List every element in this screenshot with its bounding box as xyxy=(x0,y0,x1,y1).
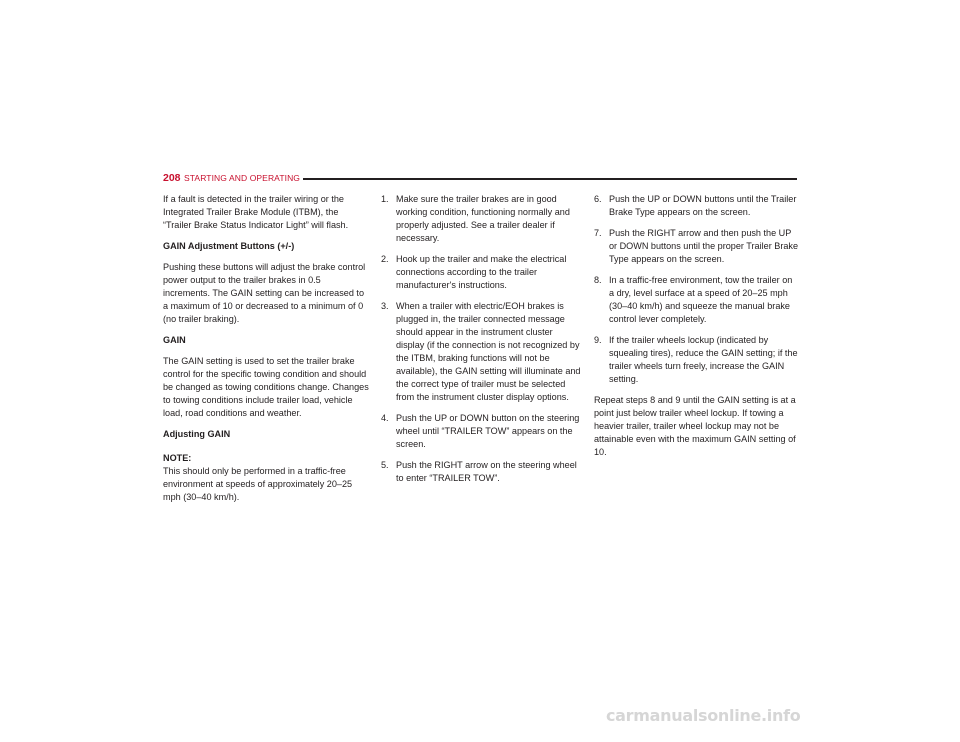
step-number: 3. xyxy=(381,301,389,311)
step-number: 1. xyxy=(381,194,389,204)
step-number: 6. xyxy=(594,194,602,204)
step-item xyxy=(594,274,799,326)
watermark-text: carmanualsonline.info xyxy=(606,706,801,725)
step-text: In a traffic-free environment, tow the trailer on a dry, level surface at a speed of 20–25 mph (30–40 km/h) and squeeze the manual brake control lever completely. xyxy=(609,275,793,324)
step-text: Push the UP or DOWN button on the steering wheel until “TRAILER TOW” appears on the screen. xyxy=(396,413,580,449)
step-item xyxy=(381,300,581,404)
step-number: 8. xyxy=(594,275,602,285)
step-text: Push the RIGHT arrow on the steering wheel to enter “TRAILER TOW”. xyxy=(396,460,577,483)
page-header xyxy=(163,172,799,188)
column-3 xyxy=(594,193,799,467)
gain-paragraph: The GAIN setting is used to set the trailer brake control for the specific towing condition and should be changed as towing conditions change. Changes to towing conditions include trailer load, vehicle load, road conditions and weather. xyxy=(163,356,369,418)
section-title: STARTING AND OPERATING xyxy=(184,173,301,183)
adjusting-gain-heading: Adjusting GAIN xyxy=(163,429,231,439)
column-1 xyxy=(163,193,369,504)
step-item xyxy=(381,193,581,245)
step-text: Make sure the trailer brakes are in good working condition, functioning normally and properly adjusted. See a trailer dealer if necessary. xyxy=(396,194,570,243)
step-item xyxy=(594,193,799,219)
note-text: This should only be performed in a traffic-free environment at speeds of approximately 20–25 mph (30–40 km/h). xyxy=(163,466,353,502)
step-text: Push the RIGHT arrow and then push the UP or DOWN buttons until the proper Trailer Brake Type appears on the screen. xyxy=(609,228,799,264)
step-text: Push the UP or DOWN buttons until the Trailer Brake Type appears on the screen. xyxy=(609,194,797,217)
step-item xyxy=(594,334,799,386)
note-label: NOTE: xyxy=(163,453,192,463)
step-item xyxy=(594,227,799,266)
gain-heading: GAIN xyxy=(163,335,186,345)
step-text: Hook up the trailer and make the electrical connections according to the trailer manufacturer's instructions. xyxy=(396,254,567,290)
step-text: When a trailer with electric/EOH brakes is plugged in, the trailer connected message should appear in the instrument cluster display (if the connection is not recognized by the ITBM, braking functions will not be available), the GAIN setting will illuminate and the correct type of trailer must be selected from the instrument cluster display options. xyxy=(396,301,581,402)
step-number: 2. xyxy=(381,254,389,264)
intro-paragraph: If a fault is detected in the trailer wiring or the Integrated Trailer Brake Module (ITBM), the “Trailer Brake Status Indicator Light” will flash. xyxy=(163,194,349,230)
step-item xyxy=(381,459,581,485)
step-number: 7. xyxy=(594,228,602,238)
step-number: 9. xyxy=(594,335,602,345)
step-item xyxy=(381,253,581,292)
note-block xyxy=(163,452,369,504)
gain-buttons-paragraph: Pushing these buttons will adjust the brake control power output to the trailer brakes in 0.5 increments. The GAIN setting can be increased to a maximum of 10 or decreased to a minimum of 0 (no trailer braking). xyxy=(163,262,366,324)
step-number: 4. xyxy=(381,413,389,423)
step-text: If the trailer wheels lockup (indicated by squealing tires), reduce the GAIN setting; if the trailer wheels turn freely, increase the GAIN setting. xyxy=(609,335,798,384)
page-number: 208 xyxy=(163,172,181,184)
gain-buttons-heading: GAIN Adjustment Buttons (+/-) xyxy=(163,241,295,251)
header-rule xyxy=(303,178,797,180)
step-item xyxy=(381,412,581,451)
step-number: 5. xyxy=(381,460,389,470)
repeat-paragraph: Repeat steps 8 and 9 until the GAIN setting is at a point just below trailer wheel lockup. If towing a heavier trailer, trailer wheel lockup may not be attainable even with the maximum GAIN setting of 10. xyxy=(594,395,796,457)
column-2 xyxy=(381,193,581,493)
